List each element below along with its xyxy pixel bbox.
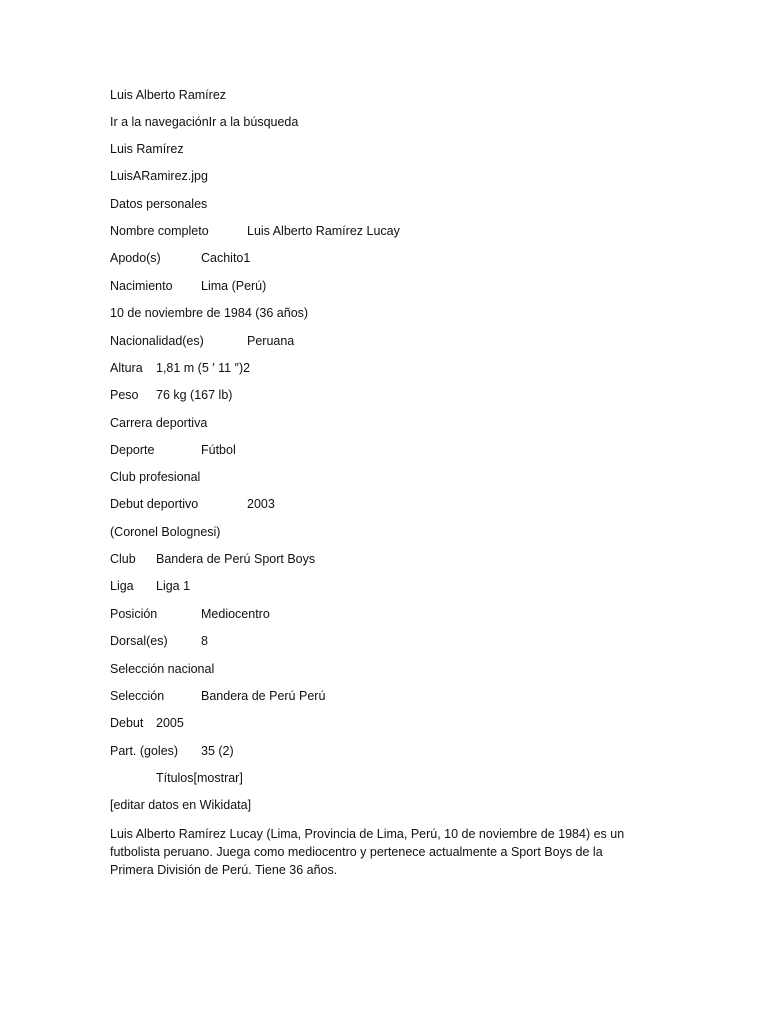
number-label: Dorsal(es) — [110, 634, 168, 648]
birth-label: Nacimiento — [110, 279, 173, 293]
row-debut — [110, 496, 275, 512]
row-height — [110, 360, 251, 376]
row-national-team — [110, 688, 326, 704]
sport-label: Deporte — [110, 443, 155, 457]
row-club — [110, 551, 316, 567]
birth-date: 10 de noviembre de 1984 (36 años) — [110, 306, 309, 320]
club-value: Bandera de Perú Sport Boys — [156, 552, 316, 566]
nationality-label: Nacionalidad(es) — [110, 334, 204, 348]
row-sport — [110, 442, 236, 458]
section-club: Club profesional — [110, 470, 201, 484]
section-career: Carrera deportiva — [110, 416, 208, 430]
edit-wikidata-link[interactable]: [editar datos en Wikidata] — [110, 798, 252, 812]
debut-value: 2003 — [247, 497, 275, 511]
national-label: Selección — [110, 689, 165, 703]
national-value: Bandera de Perú Perú — [201, 689, 326, 703]
debut-label: Debut deportivo — [110, 497, 199, 511]
row-nationality — [110, 333, 295, 349]
article-title: Luis Alberto Ramírez — [110, 88, 227, 102]
position-label: Posición — [110, 607, 158, 621]
debut-club: (Coronel Bolognesi) — [110, 525, 221, 539]
row-caps — [110, 743, 234, 759]
row-position — [110, 606, 270, 622]
nickname-value: Cachito1 — [201, 251, 251, 265]
row-weight — [110, 387, 233, 403]
titles-toggle[interactable]: Títulos[mostrar] — [156, 771, 243, 785]
full-name-value: Luis Alberto Ramírez Lucay — [247, 224, 400, 238]
weight-label: Peso — [110, 388, 139, 402]
row-full-name — [110, 223, 400, 239]
sport-value: Fútbol — [201, 443, 236, 457]
nickname-label: Apodo(s) — [110, 251, 161, 265]
nat-debut-label: Debut — [110, 716, 144, 730]
weight-value: 76 kg (167 lb) — [156, 388, 233, 402]
section-national: Selección nacional — [110, 662, 215, 676]
image-caption: LuisARamirez.jpg — [110, 169, 208, 183]
row-birth — [110, 278, 267, 294]
row-nickname — [110, 250, 251, 266]
nationality-value: Peruana — [247, 334, 295, 348]
club-label: Club — [110, 552, 136, 566]
height-value: 1,81 m (5 ′ 11 ″)2 — [156, 361, 251, 375]
infobox-name: Luis Ramírez — [110, 142, 184, 156]
nav-links[interactable]: Ir a la navegaciónIr a la búsqueda — [110, 115, 299, 129]
caps-label: Part. (goles) — [110, 744, 179, 758]
full-name-label: Nombre completo — [110, 224, 209, 238]
number-value: 8 — [201, 634, 208, 648]
position-value: Mediocentro — [201, 607, 270, 621]
row-number — [110, 633, 208, 649]
intro-paragraph: Luis Alberto Ramírez Lucay (Lima, Provincia de Lima, Perú, 10 de noviembre de 1984) es un futbolista peruano. Juega como mediocentro y pertenece actualmente a Sport Boys de la Primera División de Perú. Tiene 36 años. — [110, 827, 625, 877]
row-league — [110, 578, 191, 594]
height-label: Altura — [110, 361, 143, 375]
nat-debut-value: 2005 — [156, 716, 184, 730]
caps-value: 35 (2) — [201, 744, 234, 758]
league-value: Liga 1 — [156, 579, 191, 593]
section-personal: Datos personales — [110, 197, 208, 211]
league-label: Liga — [110, 579, 134, 593]
row-national-debut — [110, 715, 184, 731]
birth-value: Lima (Perú) — [201, 279, 267, 293]
